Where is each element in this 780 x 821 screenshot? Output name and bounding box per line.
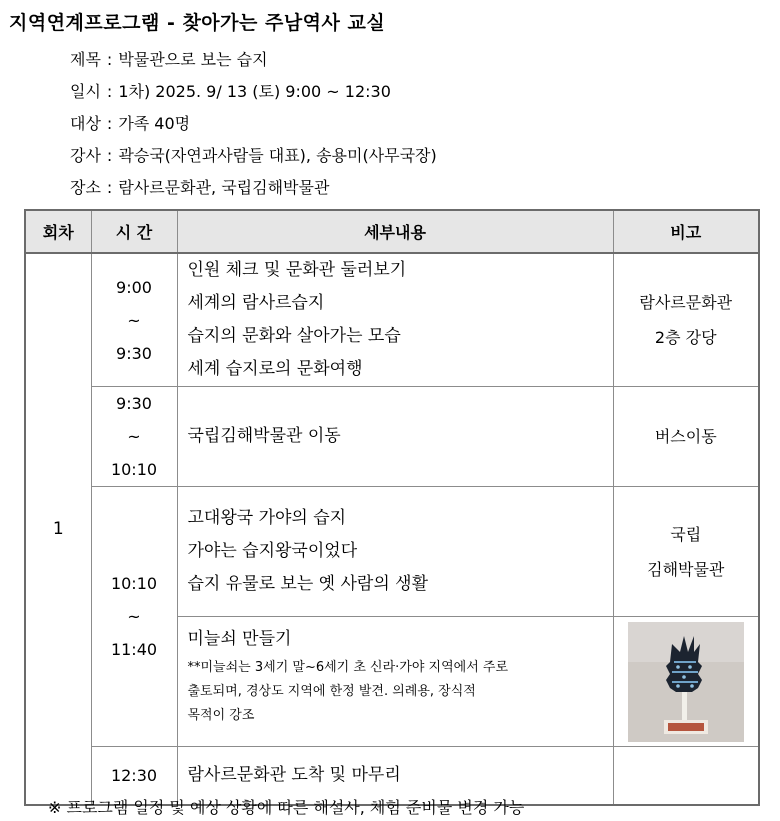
table-row bbox=[25, 487, 759, 617]
time-end: 10:10 bbox=[110, 460, 158, 479]
program-info bbox=[70, 44, 437, 204]
remark-line: 버스이동 bbox=[654, 427, 717, 446]
time-cell bbox=[91, 253, 177, 387]
info-value: 람사르문화관, 국립김해박물관 bbox=[118, 178, 330, 197]
detail-item: 습지의 문화와 살아가는 모습 bbox=[187, 326, 401, 346]
page-title: 지역연계프로그램 - 찾아가는 주남역사 교실 bbox=[9, 12, 386, 34]
time-start: 9:30 bbox=[116, 394, 152, 413]
table-row bbox=[25, 387, 759, 487]
remark-cell bbox=[613, 747, 759, 805]
detail-item: 가야는 습지왕국이었다 bbox=[187, 541, 358, 561]
detail-cell bbox=[177, 487, 613, 617]
info-instructor bbox=[70, 140, 437, 172]
info-datetime bbox=[70, 76, 437, 108]
info-separator: : bbox=[106, 114, 113, 133]
schedule-table bbox=[24, 209, 760, 806]
detail-item: 세계의 람사르습지 bbox=[187, 293, 325, 313]
table-header-row bbox=[25, 210, 759, 253]
time-tilde: ~ bbox=[127, 607, 141, 626]
info-label: 일시 bbox=[70, 82, 101, 101]
info-label: 대상 bbox=[70, 114, 101, 133]
photo-cell bbox=[613, 617, 759, 747]
info-value: 박물관으로 보는 습지 bbox=[118, 50, 268, 69]
remark-cell bbox=[613, 487, 759, 617]
header-detail: 세부내용 bbox=[177, 210, 613, 253]
craft-title: 미늘쇠 만들기 bbox=[187, 629, 292, 649]
info-separator: : bbox=[106, 82, 113, 101]
detail-cell bbox=[177, 387, 613, 487]
remark-cell bbox=[613, 253, 759, 387]
mineulsoe-photo-image bbox=[628, 622, 744, 742]
info-location bbox=[70, 172, 437, 204]
detail-item: 습지 유물로 보는 옛 사람의 생활 bbox=[187, 574, 429, 594]
header-round: 회차 bbox=[25, 210, 91, 253]
detail-item: 국립김해박물관 이동 bbox=[187, 426, 341, 446]
time-cell bbox=[91, 487, 177, 747]
time-start: 10:10 bbox=[110, 574, 158, 593]
detail-cell bbox=[177, 253, 613, 387]
remark-line: 국립 bbox=[670, 524, 702, 544]
remark-line: 2층 강당 bbox=[654, 328, 717, 347]
info-label: 제목 bbox=[70, 50, 101, 69]
info-label: 장소 bbox=[70, 178, 101, 197]
info-value: 1차) 2025. 9/ 13 (토) 9:00 ~ 12:30 bbox=[118, 82, 391, 101]
craft-note-line: 목적이 강조 bbox=[187, 708, 255, 723]
info-target bbox=[70, 108, 437, 140]
info-label: 강사 bbox=[70, 146, 101, 165]
time-end: 11:40 bbox=[110, 640, 158, 659]
header-remark: 비고 bbox=[613, 210, 759, 253]
table-row bbox=[25, 253, 759, 387]
time-tilde: ~ bbox=[127, 427, 141, 446]
time-cell bbox=[91, 387, 177, 487]
info-subject bbox=[70, 44, 437, 76]
time-start: 12:30 bbox=[110, 765, 158, 785]
info-separator: : bbox=[106, 50, 113, 69]
detail-item: 고대왕국 가야의 습지 bbox=[187, 508, 347, 528]
info-value: 가족 40명 bbox=[118, 114, 191, 133]
remark-cell bbox=[613, 387, 759, 487]
detail-item: 세계 습지로의 문화여행 bbox=[187, 359, 363, 379]
detail-item: 인원 체크 및 문화관 둘러보기 bbox=[187, 260, 407, 280]
craft-note-line: **미늘쇠는 3세기 말~6세기 초 신라·가야 지역에서 주로 bbox=[187, 660, 509, 675]
info-separator: : bbox=[106, 146, 113, 165]
time-end: 9:30 bbox=[116, 343, 152, 363]
craft-activity bbox=[188, 617, 613, 728]
time-start: 9:00 bbox=[116, 277, 152, 297]
round-number: 1 bbox=[25, 253, 91, 805]
info-separator: : bbox=[106, 178, 113, 197]
craft-note-line: 출토되며, 경상도 지역에 한정 발견. 의례용, 장식적 bbox=[187, 684, 476, 699]
remark-line: 김해박물관 bbox=[647, 559, 725, 579]
info-value: 곽승국(자연과사람들 대표), 송용미(사무국장) bbox=[118, 146, 437, 165]
footer-note: ※ 프로그램 일정 및 예상 상황에 따른 해설사, 체험 준비물 변경 가능 bbox=[48, 798, 525, 817]
detail-cell bbox=[177, 617, 613, 747]
detail-item: 람사르문화관 도착 및 마무리 bbox=[187, 764, 401, 785]
header-time: 시 간 bbox=[91, 210, 177, 253]
remark-line: 람사르문화관 bbox=[639, 293, 733, 312]
time-tilde: ~ bbox=[127, 310, 141, 330]
mineulsoe-craft-photo bbox=[628, 622, 744, 742]
